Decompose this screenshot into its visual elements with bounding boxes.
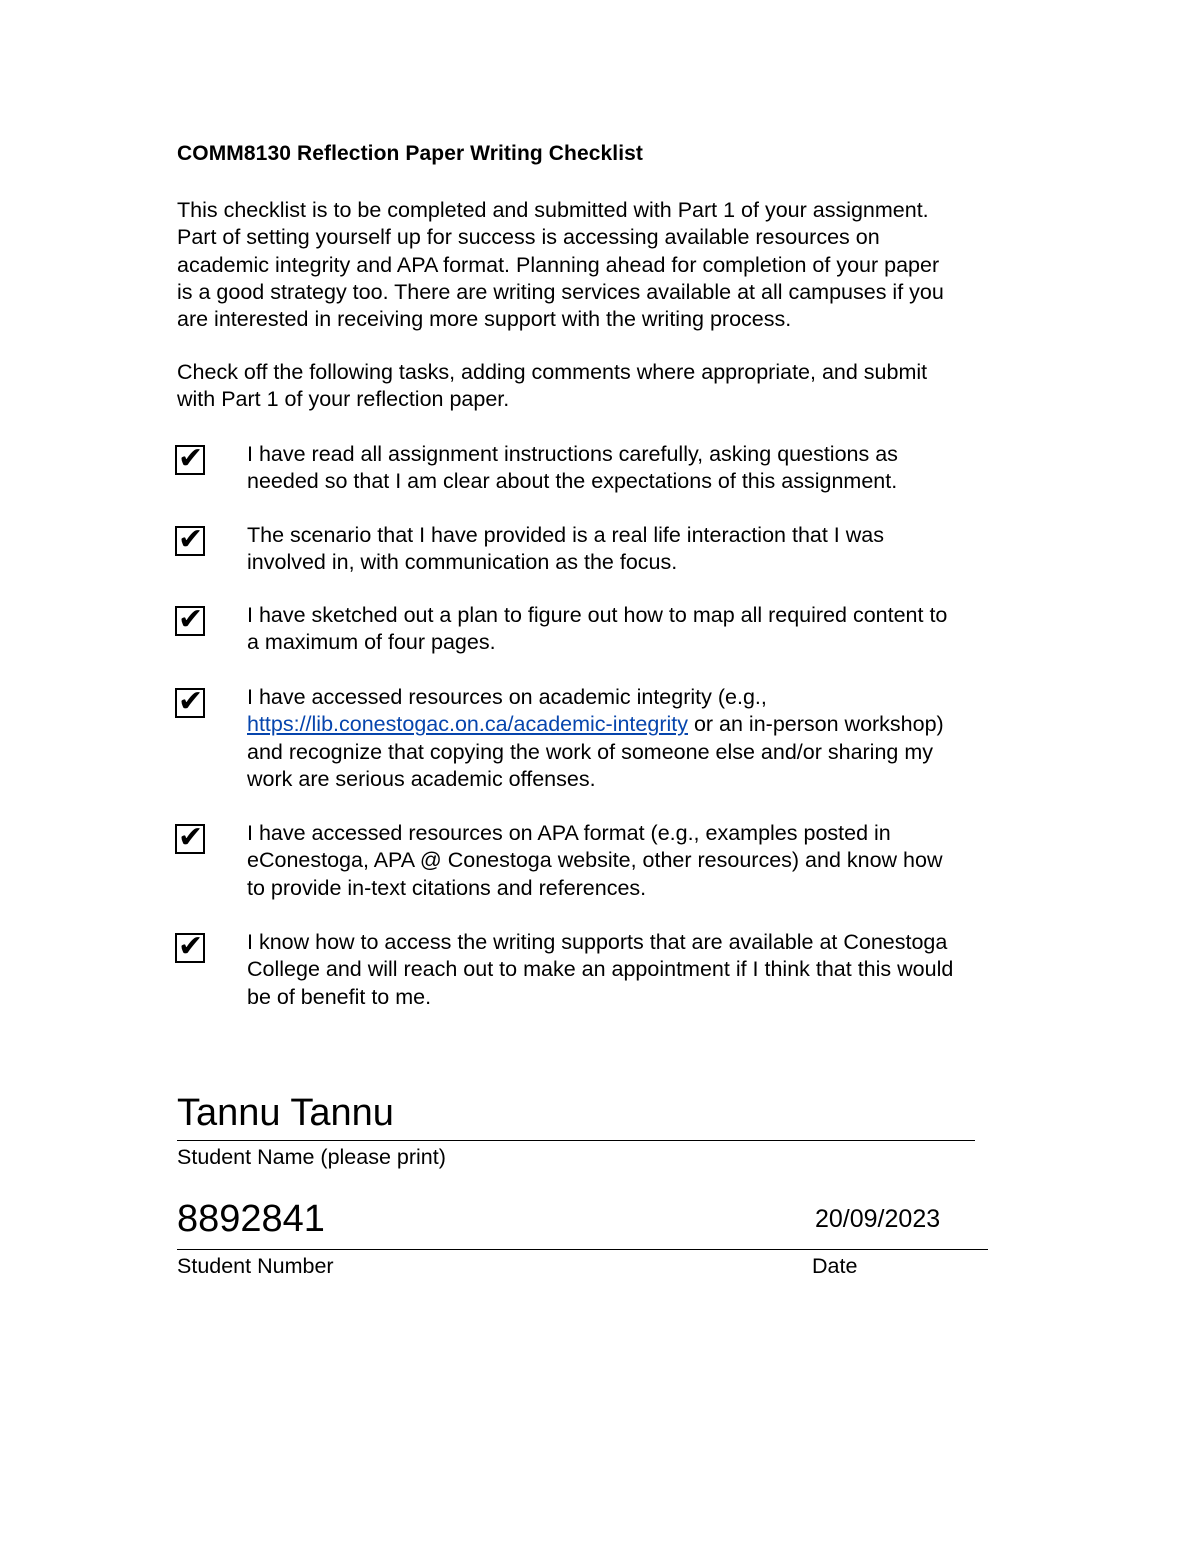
item-line: I have sketched out a plan to figure out how to map all required content to [247, 603, 948, 627]
intro-line: This checklist is to be completed and submitted with Part 1 of your assignment. [177, 198, 929, 222]
checklist-item [172, 820, 1052, 940]
item-line: College and will reach out to make an appointment if I think that this would [247, 957, 954, 982]
student-number-rule [177, 1249, 988, 1250]
item-line: to provide in-text citations and references. [247, 875, 647, 900]
checklist-item-text [247, 602, 1037, 657]
checklist-item-text [247, 684, 1037, 793]
item-line: involved in, with communication as the focus. [247, 550, 678, 575]
item-line: a maximum of four pages. [247, 630, 496, 655]
checkbox[interactable] [175, 522, 205, 557]
checklist-item-text [247, 820, 1037, 902]
item-line: work are serious academic offenses. [247, 766, 596, 791]
item-line-rest: or an in-person workshop) [687, 712, 944, 737]
intro-line: Part of setting yourself up for success is accessing available resources on [177, 225, 880, 250]
intro-line: academic integrity and APA format. Planning ahead for completion of your paper [177, 252, 940, 277]
checklist-item-text [247, 522, 1037, 577]
checklist-item [172, 929, 1052, 1049]
document-title: COMM8130 Reflection Paper Writing Checklist [177, 142, 644, 165]
checkbox[interactable] [175, 441, 205, 476]
checkbox[interactable] [175, 929, 205, 964]
item-line: The scenario that I have provided is a real life interaction that I was [247, 523, 884, 547]
intro-line: are interested in receiving more support with the writing process. [177, 307, 792, 332]
checkmark-icon: ✔ [178, 522, 204, 557]
student-number-caption: Student Number [177, 1254, 334, 1278]
intro-line: is a good strategy too. There are writing services available at all campuses if you [177, 279, 944, 304]
checklist-item [172, 684, 1052, 804]
checklist-item-text [247, 929, 1037, 1011]
instruction-paragraph [177, 359, 1037, 414]
checkbox[interactable] [175, 602, 205, 637]
intro-paragraph [177, 197, 1037, 333]
checkmark-icon: ✔ [178, 441, 204, 476]
item-line: and recognize that copying the work of someone else and/or sharing my [247, 739, 934, 764]
item-line [247, 711, 1037, 738]
item-line: I have accessed resources on academic integrity (e.g., [247, 685, 767, 709]
date-value[interactable]: 20/09/2023 [815, 1205, 941, 1233]
checkmark-icon: ✔ [178, 684, 204, 719]
instruction-line: with Part 1 of your reflection paper. [177, 387, 510, 412]
item-line: needed so that I am clear about the expectations of this assignment. [247, 469, 898, 494]
student-name-rule [177, 1140, 975, 1141]
academic-integrity-link[interactable]: https://lib.conestogac.on.ca/academic-integrity [247, 712, 688, 737]
student-number-value[interactable]: 8892841 [177, 1198, 325, 1240]
checkmark-icon: ✔ [178, 929, 204, 964]
item-line: I have accessed resources on APA format (e.g., examples posted in [247, 821, 891, 845]
date-caption: Date [812, 1254, 858, 1278]
item-line: I know how to access the writing supports that are available at Conestoga [247, 930, 948, 954]
checklist-item-text [247, 441, 1037, 496]
checkmark-icon: ✔ [178, 820, 204, 855]
checkbox[interactable] [175, 820, 205, 855]
item-line: eConestoga, APA @ Conestoga website, other resources) and know how [247, 848, 943, 873]
checkbox[interactable] [175, 684, 205, 719]
student-name-value[interactable]: Tannu Tannu [177, 1092, 394, 1134]
item-line: be of benefit to me. [247, 984, 432, 1009]
checkmark-icon: ✔ [178, 602, 204, 637]
student-name-caption: Student Name (please print) [177, 1145, 446, 1169]
instruction-line: Check off the following tasks, adding comments where appropriate, and submit [177, 360, 928, 384]
item-line: I have read all assignment instructions carefully, asking questions as [247, 442, 898, 466]
